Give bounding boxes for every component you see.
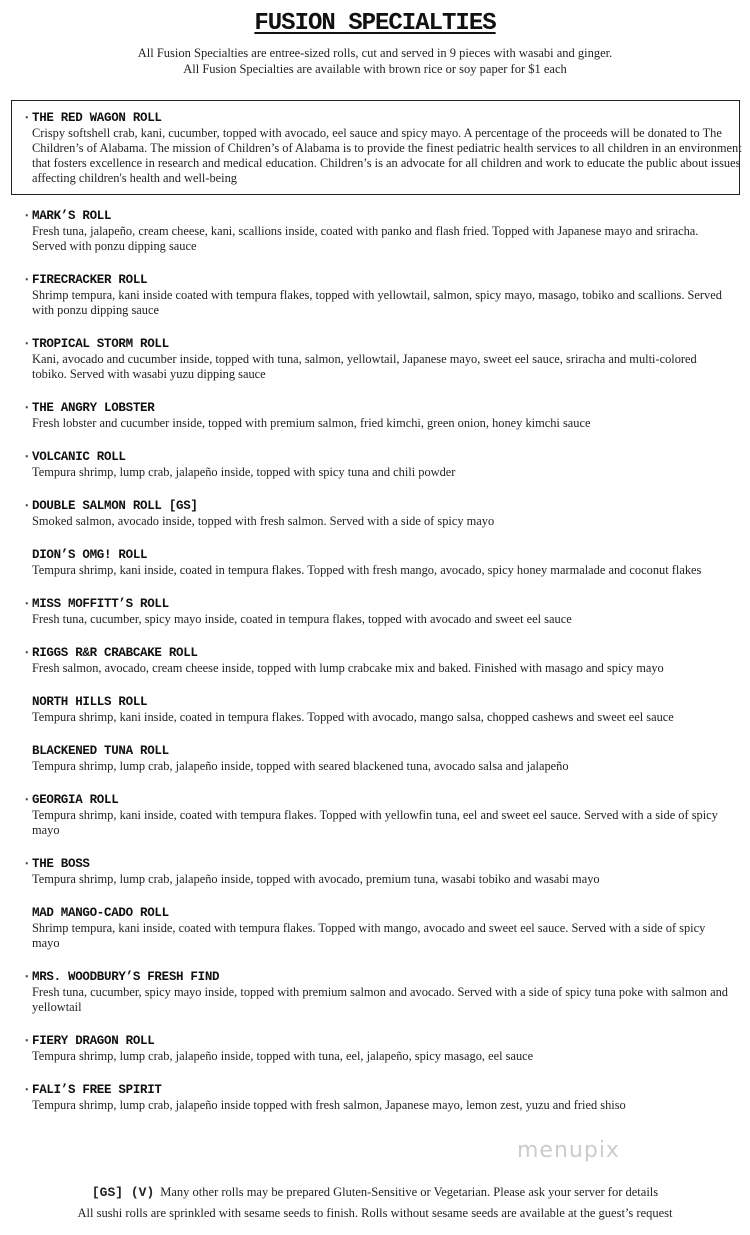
menu-item <box>0 337 750 382</box>
item-description: Tempura shrimp, kani inside, coated in tempura flakes. Topped with fresh mango, avocado, spicy honey marmalade and coconut flakes <box>32 563 702 577</box>
item-name: NORTH HILLS ROLL <box>32 695 148 709</box>
item-description: Tempura shrimp, kani inside, coated in tempura flakes. Topped with avocado, mango salsa, chopped cashews and sweet eel sauce <box>32 710 674 724</box>
menu-item <box>0 1034 750 1064</box>
item-description: Fresh lobster and cucumber inside, topped with premium salmon, fried kimchi, green onion, honey kimchi sauce <box>32 416 591 430</box>
item-name: MISS MOFFITT’S ROLL <box>32 597 169 611</box>
bullet-icon: • <box>25 972 29 983</box>
item-name: FIERY DRAGON ROLL <box>32 1034 155 1048</box>
footer-line-2: All sushi rolls are sprinkled with sesame seeds to finish. Rolls without sesame seeds are available at the guest’s request <box>77 1206 673 1220</box>
item-name: GEORGIA ROLL <box>32 793 119 807</box>
footer-line-1 <box>0 1185 750 1200</box>
footer-text-1: Many other rolls may be prepared Gluten-Sensitive or Vegetarian. Please ask your server for details <box>160 1185 659 1199</box>
item-name: TROPICAL STORM ROLL <box>32 337 169 351</box>
bullet-icon: • <box>25 275 29 286</box>
menu-item <box>0 548 750 578</box>
item-description: Tempura shrimp, lump crab, jalapeño inside, topped with avocado, premium tuna, wasabi tobiko and wasabi mayo <box>32 872 600 886</box>
featured-item <box>11 111 750 186</box>
item-description: Fresh tuna, cucumber, spicy mayo inside, topped with premium salmon and avocado. Served with a side of spicy tuna poke with salmon and yellowtail <box>32 985 728 1014</box>
item-description: Tempura shrimp, lump crab, jalapeño inside, topped with seared blackened tuna, avocado salsa and jalapeño <box>32 759 569 773</box>
item-name: DOUBLE SALMON ROLL [GS] <box>32 499 198 513</box>
intro-line-2: All Fusion Specialties are available with brown rice or soy paper for $1 each <box>183 62 567 76</box>
item-name: MAD MANGO-CADO ROLL <box>32 906 169 920</box>
item-description: Tempura shrimp, lump crab, jalapeño inside, topped with tuna, eel, jalapeño, spicy masago, eel sauce <box>32 1049 534 1063</box>
item-description: Crispy softshell crab, kani, cucumber, topped with avocado, eel sauce and spicy mayo. A percentage of the proceeds will be donated to The Children’s of Alabama. The mission of Children’s of Alabama is to provide the finest pediatric health services to all children in an environment that fosters excellence in research and medical education. Children’s is an advocate for all children and work to educate the public about issues affecting children's health and well-being <box>32 126 742 185</box>
item-name: THE ANGRY LOBSTER <box>32 401 155 415</box>
bullet-icon: • <box>25 1036 29 1047</box>
menu-item <box>0 401 750 431</box>
menu-item <box>0 906 750 951</box>
menu-item <box>0 793 750 838</box>
bullet-icon: • <box>25 113 29 124</box>
item-description: Fresh tuna, cucumber, spicy mayo inside, coated in tempura flakes, topped with avocado and sweet eel sauce <box>32 612 572 626</box>
item-description: Tempura shrimp, kani inside, coated with tempura flakes. Topped with yellowfin tuna, eel and sweet eel sauce. Served with a side of spicy mayo <box>32 808 718 837</box>
intro-line-1: All Fusion Specialties are entree-sized rolls, cut and served in 9 pieces with wasabi and ginger. <box>137 46 613 60</box>
item-name: DION’S OMG! ROLL <box>32 548 148 562</box>
menu-item <box>0 857 750 887</box>
item-description: Shrimp tempura, kani inside, coated with tempura flakes. Topped with mango, avocado and sweet eel sauce. Served with a side of spicy mayo <box>32 921 706 950</box>
item-name: THE BOSS <box>32 857 90 871</box>
bullet-icon: • <box>25 501 29 512</box>
item-description: Shrimp tempura, kani inside coated with tempura flakes, topped with yellowtail, salmon, spicy mayo, masago, tobiko and scallions. Served with ponzu dipping sauce <box>32 288 722 317</box>
item-name: RIGGS R&R CRABCAKE ROLL <box>32 646 198 660</box>
item-description: Fresh salmon, avocado, cream cheese inside, topped with lump crabcake mix and baked. Finished with masago and spicy mayo <box>32 661 664 675</box>
item-description: Tempura shrimp, lump crab, jalapeño inside topped with fresh salmon, Japanese mayo, lemon zest, yuzu and fried shiso <box>32 1098 626 1112</box>
item-name: MRS. WOODBURY’S FRESH FIND <box>32 970 220 984</box>
item-description: Kani, avocado and cucumber inside, topped with tuna, salmon, yellowtail, Japanese mayo, sweet eel sauce, sriracha and multi-colored tobiko. Served with wasabi yuzu dipping sauce <box>32 352 697 381</box>
item-name: THE RED WAGON ROLL <box>32 111 162 125</box>
item-name: FIRECRACKER ROLL <box>32 273 148 287</box>
menu-item <box>0 646 750 676</box>
diet-codes: [GS] (V) <box>91 1185 155 1200</box>
menu-item <box>0 450 750 480</box>
bullet-icon: • <box>25 795 29 806</box>
watermark-logo: menupix <box>517 1138 620 1163</box>
menu-item <box>0 970 750 1015</box>
item-description: Fresh tuna, jalapeño, cream cheese, kani, scallions inside, coated with panko and flash fried. Topped with Japanese mayo and sriracha. Served with ponzu dipping sauce <box>32 224 699 253</box>
item-description: Tempura shrimp, lump crab, jalapeño inside, topped with spicy tuna and chili powder <box>32 465 456 479</box>
bullet-icon: • <box>25 403 29 414</box>
menu-list <box>0 209 750 1132</box>
menu-item <box>0 273 750 318</box>
bullet-icon: • <box>25 859 29 870</box>
item-name: FALI’S FREE SPIRIT <box>32 1083 162 1097</box>
bullet-icon: • <box>25 339 29 350</box>
title-text: FUSION SPECIALTIES <box>254 10 496 37</box>
item-name: VOLCANIC ROLL <box>32 450 126 464</box>
menu-item <box>0 744 750 774</box>
bullet-icon: • <box>25 1085 29 1096</box>
menu-item <box>0 695 750 725</box>
bullet-icon: • <box>25 452 29 463</box>
bullet-icon: • <box>25 648 29 659</box>
item-name: MARK’S ROLL <box>32 209 112 223</box>
menu-item <box>0 1083 750 1113</box>
item-description: Smoked salmon, avocado inside, topped with fresh salmon. Served with a side of spicy mayo <box>32 514 495 528</box>
menu-item <box>0 209 750 254</box>
bullet-icon: • <box>25 599 29 610</box>
menu-item <box>0 597 750 627</box>
page-title <box>0 10 750 37</box>
bullet-icon: • <box>25 211 29 222</box>
item-name: BLACKENED TUNA ROLL <box>32 744 169 758</box>
menu-item <box>0 499 750 529</box>
